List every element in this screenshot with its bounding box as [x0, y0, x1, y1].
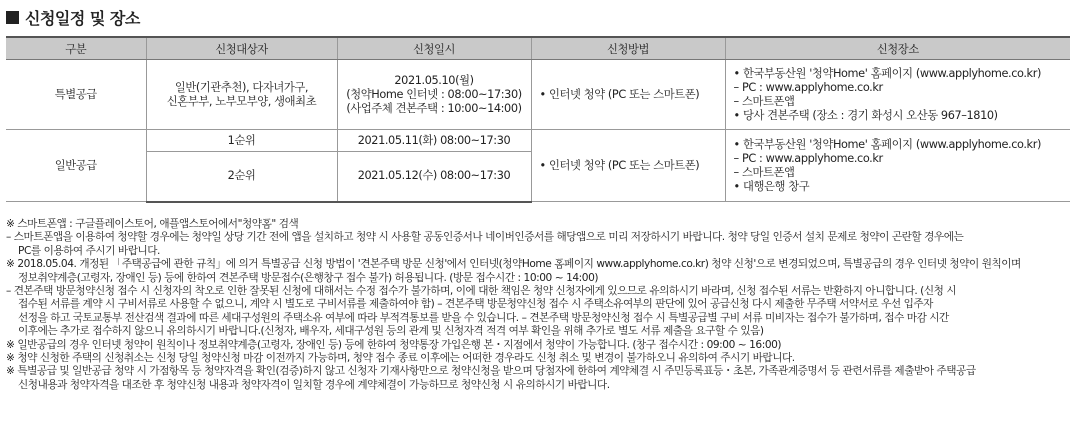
special-datetime — [337, 60, 531, 130]
note-line: ※ 특별공급 및 일반공급 청약 시 가점항목 등 청약자격을 확인(검증)하지 않고 신청자 기재사항만으로 청약신청을 받으며 당첨자에 한하여 계약체결 시 주민등록표등・초본, 가족관계증명서 등 관련서류를 제출받아 주택공급 — [6, 365, 976, 378]
note-line: ※ 일반공급의 경우 인터넷 청약이 원칙이나 정보취약계층(고령자, 장애인 등) 등에 한하여 청약통장 가입은행 본・지점에서 청약이 가능합니다. (창구 접수시간 : 09:00 ~ 16:00) — [6, 338, 782, 351]
general-place-line: – PC : www.applyhome.co.kr — [733, 151, 883, 165]
general-category: 일반공급 — [6, 130, 146, 202]
note-line: 이후에는 추가로 접수하지 않으니 유의하시기 바랍니다.(신청자, 배우자, 세대구성원 등의 관계 및 신청자격 적격 여부 확인을 위해 추가로 별도 서류 제출을 요구할 수 있음) — [18, 325, 764, 338]
note-line: ※ 청약 신청한 주택의 신청취소는 신청 당일 청약신청 마감 이전까지 가능하며, 청약 접수 종료 이후에는 어떠한 경우라도 신청 취소 및 변경이 불가하오니 유의하여 주시기 바랍니다. — [6, 352, 795, 365]
square-bullet-icon — [6, 11, 19, 24]
notes-section — [6, 218, 1070, 392]
special-target-line: 일반(기관추천), 다자녀가구, — [174, 80, 309, 94]
special-datetime-line: (사업주체 견본주택 : 10:00~14:00) — [346, 101, 522, 115]
header-datetime: 신청일시 — [337, 37, 531, 60]
general-place-line: – 스마트폰앱 — [733, 165, 795, 179]
table-row-general-rank1 — [6, 130, 1070, 152]
general-method: • 인터넷 청약 (PC 또는 스마트폰) — [531, 130, 725, 202]
schedule-table — [6, 36, 1070, 203]
general-rank1: 1순위 — [146, 130, 337, 152]
note-line: 접수된 서류를 계약 시 구비서류로 사용할 수 없으니, 계약 시 별도로 구비서류를 제출하여야 함) – 견본주택 방문청약신청 접수 시 주택소유여부의 판단에 있어 공급신청 다시 제출한 무주택 서약서로 우선 입주자 — [18, 298, 933, 311]
special-target — [146, 60, 337, 130]
header-method: 신청방법 — [531, 37, 725, 60]
general-place — [725, 130, 1070, 202]
note-line: 정보취약계층(고령자, 장애인 등) 등에 한하여 견본주택 방문접수(은행창구 접수 불가) 허용됩니다. (방문 접수시간 : 10:00 ~ 14:00) — [18, 271, 599, 284]
general-place-line: • 대행은행 창구 — [733, 179, 810, 193]
note-line: 신청내용과 청약자격을 대조한 후 청약신청 내용과 청약자격이 일치할 경우에 계약체결이 가능하므로 청약신청 시 유의하시기 바랍니다. — [18, 378, 610, 391]
note-line: – 견본주택 방문청약신청 접수 시 신청자의 착오로 인한 잘못된 신청에 대해서는 수정 접수가 불가하며, 이에 대한 책임은 청약 신청자에게 있으므로 유의하시기 바라며, 신청 접수된 서류는 반환하지 아니합니다. (신청 시 — [6, 285, 957, 298]
special-target-line: 신혼부부, 노부모부양, 생애최초 — [166, 94, 317, 108]
header-target: 신청대상자 — [146, 37, 337, 60]
special-category: 특별공급 — [6, 60, 146, 130]
header-place: 신청장소 — [725, 37, 1070, 60]
special-place-line: – PC : www.applyhome.co.kr — [733, 80, 883, 94]
special-datetime-line: (청약Home 인터넷 : 08:00~17:30) — [346, 87, 522, 101]
special-datetime-line: 2021.05.10(월) — [394, 73, 474, 87]
note-line: PC를 이용하여 주시기 바랍니다. — [18, 244, 160, 257]
special-place — [725, 60, 1070, 130]
table-row-special — [6, 60, 1070, 130]
note-line: ※ 2018.05.04. 개정된 「주택공급에 관한 규칙」에 의거 특별공급 신청 방법이 '견본주택 방문 신청'에서 인터넷(청약Home 홈페이지 www.applyhome.co.kr) 청약 신청'으로 변경되었으며, 특별공급의 경우 인터넷 청약이 원칙이며 — [6, 258, 1021, 271]
general-rank2-datetime: 2021.05.12(수) 08:00~17:30 — [337, 152, 531, 202]
general-place-line: • 한국부동산원 '청약Home' 홈페이지 (www.applyhome.co.kr) — [733, 137, 1041, 151]
section-title — [6, 4, 140, 30]
note-line: – 스마트폰앱을 이용하여 청약할 경우에는 청약일 상당 기간 전에 앱을 설치하고 청약 시 사용할 공동인증서나 네이버인증서를 해당앱으로 미리 저장하시기 바랍니다. 청약 당일 인증서 설치 문제로 청약이 곤란할 경우에는 — [6, 231, 964, 244]
table-header-row — [6, 37, 1070, 60]
header-category: 구분 — [6, 37, 146, 60]
section-title-text: 신청일정 및 장소 — [25, 8, 140, 28]
special-place-line: – 스마트폰앱 — [733, 94, 795, 108]
special-place-line: • 한국부동산원 '청약Home' 홈페이지 (www.applyhome.co.kr) — [733, 66, 1041, 80]
special-method: • 인터넷 청약 (PC 또는 스마트폰) — [531, 60, 725, 130]
special-place-line: • 당사 견본주택 (장소 : 경기 화성시 오산동 967–1810) — [733, 108, 998, 122]
general-rank2: 2순위 — [146, 152, 337, 202]
general-rank1-datetime: 2021.05.11(화) 08:00~17:30 — [337, 130, 531, 152]
note-line: 선정을 하고 국토교통부 전산검색 결과에 따른 세대구성원의 주택소유 여부에 따라 부적격통보를 받을 수 있습니다. – 견본주택 방문청약신청 접수 시 특별공급별 구비 서류 미비자는 접수가 불가하며, 접수 마감 시간 — [18, 311, 949, 324]
note-line: ※ 스마트폰앱 : 구글플레이스토어, 애플앱스토어에서"청약홈" 검색 — [6, 218, 299, 230]
